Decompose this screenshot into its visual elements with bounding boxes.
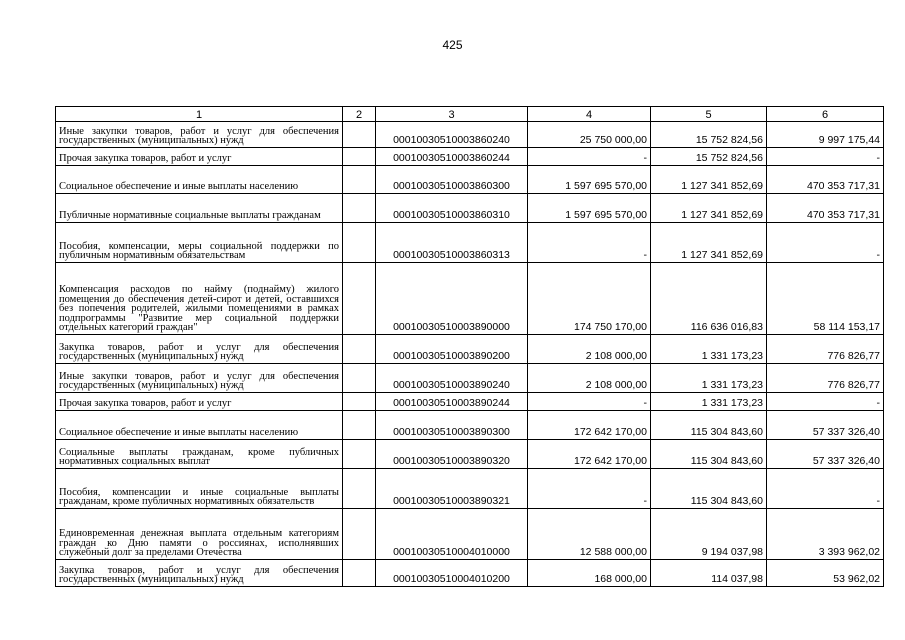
row-code: 00010030510003890200 (376, 335, 528, 364)
row-value-5: 1 127 341 852,69 (651, 194, 767, 223)
row-value-4: 12 588 000,00 (528, 509, 651, 560)
row-value-4: 1 597 695 570,00 (528, 194, 651, 223)
row-code: 00010030510003890320 (376, 440, 528, 469)
table-row (56, 166, 884, 194)
row-code: 00010030510003860244 (376, 148, 528, 166)
row-code: 00010030510003890300 (376, 411, 528, 440)
row-code: 00010030510004010000 (376, 509, 528, 560)
row-value-5: 115 304 843,60 (651, 411, 767, 440)
row-name: Прочая закупка товаров, работ и услуг (56, 393, 343, 411)
row-value-5: 1 331 173,23 (651, 364, 767, 393)
budget-execution-table (55, 106, 884, 587)
column-header-6: 6 (767, 107, 884, 122)
table-row (56, 440, 884, 469)
row-value-4: 172 642 170,00 (528, 411, 651, 440)
row-value-5: 115 304 843,60 (651, 440, 767, 469)
row-value-5: 1 127 341 852,69 (651, 223, 767, 263)
row-code: 00010030510003890240 (376, 364, 528, 393)
row-value-5: 15 752 824,56 (651, 122, 767, 148)
row-col2 (343, 148, 376, 166)
row-value-5: 116 636 016,83 (651, 263, 767, 335)
row-value-6: 3 393 962,02 (767, 509, 884, 560)
row-col2 (343, 335, 376, 364)
row-value-5: 1 331 173,23 (651, 335, 767, 364)
row-code: 00010030510003860300 (376, 166, 528, 194)
row-value-4: 168 000,00 (528, 560, 651, 587)
row-code: 00010030510004010200 (376, 560, 528, 587)
row-name: Социальные выплаты гражданам, кроме публичных нормативных социальных выплат (56, 440, 343, 469)
row-value-5: 9 194 037,98 (651, 509, 767, 560)
table-header-row (56, 107, 884, 122)
row-col2 (343, 166, 376, 194)
column-header-5: 5 (651, 107, 767, 122)
row-value-6: - (767, 148, 884, 166)
row-value-4: 25 750 000,00 (528, 122, 651, 148)
row-col2 (343, 393, 376, 411)
table-row (56, 393, 884, 411)
row-value-6: 776 826,77 (767, 335, 884, 364)
row-value-6: 776 826,77 (767, 364, 884, 393)
row-col2 (343, 440, 376, 469)
row-code: 00010030510003890000 (376, 263, 528, 335)
column-header-4: 4 (528, 107, 651, 122)
row-name: Закупка товаров, работ и услуг для обеспечения государственных (муниципальных) нужд (56, 335, 343, 364)
row-value-4: - (528, 148, 651, 166)
row-name: Единовременная денежная выплата отдельным категориям граждан ко Дню памяти о россиянах, исполнявших служебный долг за пределами Отечества (56, 509, 343, 560)
row-code: 00010030510003860313 (376, 223, 528, 263)
row-value-6: 57 337 326,40 (767, 411, 884, 440)
row-col2 (343, 469, 376, 509)
row-name: Пособия, компенсации и иные социальные выплаты гражданам, кроме публичных нормативных обязательств (56, 469, 343, 509)
row-code: 00010030510003890321 (376, 469, 528, 509)
row-col2 (343, 560, 376, 587)
row-value-6: 57 337 326,40 (767, 440, 884, 469)
table-row (56, 223, 884, 263)
row-value-4: 2 108 000,00 (528, 335, 651, 364)
row-code: 00010030510003860310 (376, 194, 528, 223)
row-name: Пособия, компенсации, меры социальной поддержки по публичным нормативным обязательствам (56, 223, 343, 263)
row-name: Иные закупки товаров, работ и услуг для обеспечения государственных (муниципальных) нужд (56, 122, 343, 148)
table-row (56, 335, 884, 364)
row-value-5: 114 037,98 (651, 560, 767, 587)
column-header-1: 1 (56, 107, 343, 122)
table-row (56, 148, 884, 166)
row-value-5: 15 752 824,56 (651, 148, 767, 166)
row-col2 (343, 364, 376, 393)
row-name: Публичные нормативные социальные выплаты гражданам (56, 194, 343, 223)
row-value-5: 115 304 843,60 (651, 469, 767, 509)
row-value-4: 1 597 695 570,00 (528, 166, 651, 194)
row-name: Закупка товаров, работ и услуг для обеспечения государственных (муниципальных) нужд (56, 560, 343, 587)
row-value-6: - (767, 469, 884, 509)
row-name: Иные закупки товаров, работ и услуг для обеспечения государственных (муниципальных) нужд (56, 364, 343, 393)
row-value-4: - (528, 223, 651, 263)
row-value-6: - (767, 223, 884, 263)
row-value-6: - (767, 393, 884, 411)
row-value-6: 470 353 717,31 (767, 166, 884, 194)
row-value-6: 9 997 175,44 (767, 122, 884, 148)
row-col2 (343, 263, 376, 335)
row-col2 (343, 194, 376, 223)
table-row (56, 364, 884, 393)
row-name: Социальное обеспечение и иные выплаты населению (56, 166, 343, 194)
row-name: Социальное обеспечение и иные выплаты населению (56, 411, 343, 440)
row-code: 00010030510003890244 (376, 393, 528, 411)
row-value-4: - (528, 469, 651, 509)
table-row (56, 194, 884, 223)
table-row (56, 411, 884, 440)
table-row (56, 560, 884, 587)
row-value-5: 1 331 173,23 (651, 393, 767, 411)
row-value-6: 58 114 153,17 (767, 263, 884, 335)
column-header-3: 3 (376, 107, 528, 122)
row-col2 (343, 122, 376, 148)
table-row (56, 509, 884, 560)
row-col2 (343, 509, 376, 560)
row-value-6: 470 353 717,31 (767, 194, 884, 223)
row-value-4: 2 108 000,00 (528, 364, 651, 393)
row-value-4: 174 750 170,00 (528, 263, 651, 335)
table-row (56, 263, 884, 335)
row-col2 (343, 223, 376, 263)
row-name: Прочая закупка товаров, работ и услуг (56, 148, 343, 166)
table-row (56, 469, 884, 509)
row-value-4: 172 642 170,00 (528, 440, 651, 469)
row-value-6: 53 962,02 (767, 560, 884, 587)
row-value-5: 1 127 341 852,69 (651, 166, 767, 194)
page-number: 425 (442, 38, 463, 52)
row-name: Компенсация расходов по найму (поднайму) жилого помещения до обеспечения детей-сирот и детей, оставшихся без попечения родителей, жилыми помещениями в рамках подпрограммы "Развитие мер социальной поддержки отдельных категорий граждан" (56, 263, 343, 335)
table-row (56, 122, 884, 148)
row-col2 (343, 411, 376, 440)
row-code: 00010030510003860240 (376, 122, 528, 148)
row-value-4: - (528, 393, 651, 411)
column-header-2: 2 (343, 107, 376, 122)
